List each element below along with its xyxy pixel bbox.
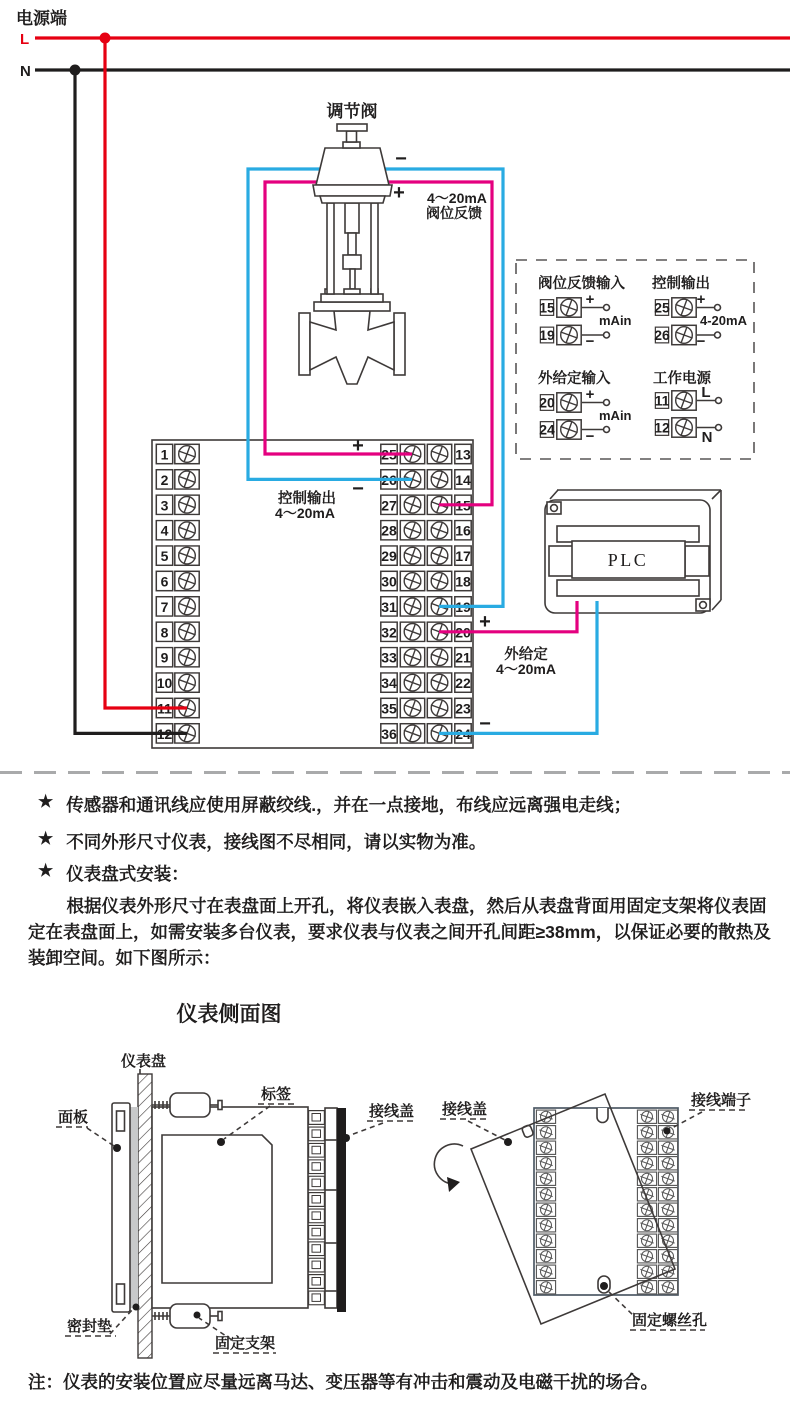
screw-terminal-icon — [557, 418, 581, 441]
legend-terminal-number: 19 — [539, 327, 555, 343]
screw-terminal-icon — [536, 1264, 555, 1280]
bracket-label: 固定支架 — [215, 1335, 276, 1352]
screw-terminal-icon — [637, 1155, 656, 1171]
screw-terminal-icon — [427, 671, 451, 694]
legend-group-working-power — [653, 369, 722, 446]
terminal-number: 21 — [455, 649, 471, 666]
legend-terminal-number: 24 — [539, 421, 555, 438]
polarity-sign: − — [696, 333, 706, 350]
note-text: 传感器和通讯线应使用屏蔽绞线.，并在一点接地，布线应远离强电走线； — [66, 795, 632, 815]
screw-terminal-icon — [637, 1233, 656, 1249]
screw-terminal-icon — [658, 1217, 677, 1233]
screw-terminal-icon — [637, 1248, 656, 1264]
screw-terminal-icon — [309, 1160, 325, 1174]
legend-group-feedback-input — [538, 274, 632, 350]
front-panel-pointer-dot — [113, 1144, 121, 1152]
terminal-number: 3 — [160, 497, 169, 514]
screw-terminal-icon — [658, 1109, 677, 1125]
cover-pointer-dot — [504, 1138, 512, 1146]
screw-terminal-icon — [400, 620, 424, 643]
screw-terminal-icon — [309, 1193, 325, 1207]
screw-terminal-icon — [400, 544, 424, 567]
screw-terminal-icon — [672, 324, 696, 347]
panel-board-label: 仪表盘 — [121, 1053, 167, 1070]
note-item-2 — [38, 829, 486, 854]
gasket-label: 密封垫 — [67, 1318, 113, 1335]
legend-signal-label: 4-20mA — [700, 313, 747, 328]
legend-terminal-number: 11 — [654, 392, 670, 409]
terminal-number: 9 — [160, 649, 169, 666]
terminal-number: 18 — [455, 573, 471, 590]
terminal-number: 36 — [381, 725, 397, 742]
power-rails — [16, 8, 790, 80]
terminal-number: 7 — [160, 598, 169, 615]
panel-board-wall — [138, 1074, 152, 1358]
screw-terminal-icon — [536, 1217, 555, 1233]
star-bullet-icon: ★ — [38, 829, 54, 848]
note-text: 不同外形尺寸仪表，接线图不尽相同，请以实物为准。 — [66, 832, 487, 852]
control-output-range: 4～20mA — [275, 505, 335, 521]
screw-terminal-icon — [175, 646, 199, 669]
note-text: 仪表盘式安装： — [66, 864, 189, 884]
screw-terminal-icon — [658, 1186, 677, 1202]
control-output-label: 控制输出 — [278, 491, 336, 507]
terminal-block — [152, 440, 473, 748]
gasket-pointer-dot — [133, 1304, 140, 1311]
side-view-diagram — [0, 995, 790, 1370]
legend-terminal-number: 26 — [654, 327, 670, 343]
screw-terminal-icon — [309, 1209, 325, 1223]
control-output-plus: + — [352, 435, 364, 457]
legend-signal-label: mAin — [599, 313, 632, 328]
screw-terminal-icon — [637, 1124, 656, 1140]
screw-terminal-icon — [309, 1176, 325, 1190]
legend-group-control-output — [651, 274, 748, 350]
legend-terminal-number: 20 — [539, 394, 555, 411]
terminal-number: 14 — [455, 471, 471, 488]
terminal-number: 25 — [381, 446, 397, 463]
legend-signal-label: mAin — [599, 408, 632, 423]
screw-terminal-icon — [536, 1279, 555, 1295]
gasket-strip — [130, 1107, 138, 1308]
valve-plus-sign: + — [393, 182, 405, 204]
terminal-lugs-pointer-dot — [664, 1128, 671, 1135]
terminal-number: 26 — [381, 471, 397, 488]
screw-terminal-icon — [658, 1202, 677, 1218]
screw-terminal-icon — [536, 1248, 555, 1264]
screw-terminal-icon — [175, 443, 199, 466]
control-valve — [299, 124, 405, 384]
terminal-number: 19 — [455, 598, 471, 615]
screw-terminal-icon — [400, 697, 424, 720]
terminal-number: 29 — [381, 548, 397, 565]
screw-terminal-icon — [309, 1143, 325, 1157]
legend-group-title: 控制输出 — [652, 276, 710, 292]
screw-terminal-icon — [658, 1171, 677, 1187]
fixing-screw-hole-dot — [600, 1282, 608, 1290]
screw-terminal-icon — [658, 1155, 677, 1171]
external-setpoint-minus: − — [479, 713, 491, 735]
feedback-range-label: 4～20mA — [427, 190, 487, 206]
terminal-number: 10 — [156, 675, 173, 692]
screw-terminal-icon — [536, 1124, 555, 1140]
legend-group-external-setpoint — [538, 369, 632, 445]
polarity-sign: + — [696, 291, 706, 308]
label-sticker — [162, 1135, 272, 1283]
power-title: 电源端 — [16, 9, 67, 28]
external-setpoint-plus: + — [479, 611, 491, 633]
terminal-number: 32 — [381, 624, 397, 641]
dashed-separator — [0, 771, 790, 774]
terminal-number: 31 — [381, 598, 397, 615]
valve-title: 调节阀 — [326, 102, 378, 121]
terminal-number: 5 — [160, 548, 169, 565]
screw-terminal-icon — [427, 519, 451, 542]
screw-terminal-icon — [536, 1109, 555, 1125]
legend-terminal-number: 15 — [539, 299, 555, 316]
screw-hole-label: 固定螺丝孔 — [632, 1312, 708, 1329]
screw-terminal-icon — [175, 570, 199, 593]
screw-terminal-icon — [557, 391, 581, 414]
screw-terminal-icon — [175, 595, 199, 618]
terminal-number: 27 — [381, 497, 397, 514]
external-setpoint-label: 外给定 — [504, 647, 548, 663]
bracket-pointer-dot — [194, 1312, 201, 1319]
screw-terminal-icon — [175, 468, 199, 491]
screw-terminal-icon — [400, 722, 424, 745]
legend-group-title: 阀位反馈输入 — [538, 276, 625, 292]
screw-terminal-icon — [309, 1258, 325, 1272]
screw-terminal-icon — [672, 416, 696, 439]
legend-group-title: 工作电源 — [653, 371, 711, 387]
screw-terminal-icon — [637, 1109, 656, 1125]
top-slot-notch — [597, 1108, 608, 1123]
terminal-number: 22 — [455, 675, 471, 692]
plc-label: PLC — [607, 550, 649, 570]
side-view-title: 仪表侧面图 — [176, 1002, 282, 1026]
screw-terminal-icon — [672, 296, 696, 319]
legend-group-title: 外给定输入 — [538, 371, 611, 387]
screw-terminal-icon — [637, 1140, 656, 1156]
screw-terminal-icon — [175, 544, 199, 567]
terminal-cover-pointer-dot — [342, 1134, 350, 1142]
note-item-3 — [38, 861, 189, 886]
screw-terminal-icon — [637, 1217, 656, 1233]
terminal-cover-label-right: 接线盖 — [442, 1101, 488, 1118]
installation-paragraph: 根据仪表外形尺寸在表盘面上开孔，将仪表嵌入表盘，然后从表盘背面用固定支架将仪表固定在表盘面上，如需安装多台仪表，要求仪表与仪表之间开孔间距≥38mm，以保证必要的散热及装卸空间。如下图所示： — [28, 896, 771, 968]
terminal-lugs-label: 接线端子 — [691, 1092, 752, 1109]
terminal-number: 35 — [381, 700, 397, 717]
legend-terminal-number: 12 — [654, 419, 670, 436]
bottom-note: 注：仪表的安装位置应尽量远离马达、变压器等有冲击和震动及电磁干扰的场合。 — [28, 1372, 658, 1392]
sticker-pointer-dot — [217, 1138, 225, 1146]
valve-minus-sign: − — [395, 148, 407, 170]
terminal-number: 4 — [160, 522, 169, 539]
screw-terminal-icon — [536, 1171, 555, 1187]
plc-box — [545, 490, 721, 613]
terminal-number: 28 — [381, 522, 397, 539]
screw-terminal-icon — [309, 1225, 325, 1239]
screw-terminal-icon — [400, 519, 424, 542]
terminal-number: 16 — [455, 522, 471, 539]
terminal-number: 34 — [381, 675, 397, 692]
screw-terminal-icon — [400, 671, 424, 694]
front-panel-bezel — [112, 1103, 130, 1312]
terminal-number: 33 — [381, 649, 397, 666]
screw-terminal-icon — [400, 570, 424, 593]
screw-terminal-icon — [658, 1279, 677, 1295]
terminal-number: 2 — [160, 471, 169, 488]
sticker-label: 标签 — [261, 1086, 292, 1103]
live-label: L — [20, 31, 30, 48]
terminal-number: 11 — [157, 700, 172, 717]
screw-terminal-icon — [309, 1242, 325, 1256]
feedback-name-label: 阀位反馈 — [426, 205, 482, 221]
screw-terminal-icon — [557, 324, 581, 347]
polarity-sign: − — [585, 333, 595, 350]
legend-terminal-number: 25 — [654, 299, 670, 316]
terminal-number: 23 — [455, 700, 471, 717]
terminal-number: 30 — [381, 573, 397, 590]
screw-terminal-icon — [427, 697, 451, 720]
screw-terminal-icon — [427, 646, 451, 669]
screw-terminal-icon — [536, 1233, 555, 1249]
polarity-sign: L — [701, 384, 711, 401]
screw-terminal-icon — [400, 595, 424, 618]
screw-terminal-icon — [557, 296, 581, 319]
screw-terminal-icon — [427, 570, 451, 593]
external-setpoint-range: 4～20mA — [496, 661, 556, 677]
polarity-sign: + — [585, 386, 595, 403]
screw-terminal-icon — [309, 1111, 325, 1125]
screw-terminal-icon — [309, 1127, 325, 1141]
screw-terminal-icon — [427, 443, 451, 466]
terminal-number: 13 — [455, 446, 471, 463]
star-bullet-icon: ★ — [38, 792, 54, 811]
terminal-number: 20 — [455, 624, 471, 641]
screw-terminal-icon — [175, 493, 199, 516]
screw-terminal-icon — [536, 1186, 555, 1202]
terminal-number: 24 — [455, 725, 471, 742]
terminal-number: 15 — [455, 497, 471, 514]
neutral-label: N — [20, 63, 31, 80]
screw-terminal-icon — [175, 519, 199, 542]
screw-terminal-icon — [536, 1155, 555, 1171]
screw-terminal-icon — [637, 1279, 656, 1295]
screw-terminal-icon — [536, 1202, 555, 1218]
screw-terminal-icon — [427, 544, 451, 567]
star-bullet-icon: ★ — [38, 861, 54, 880]
instrument-side-view — [56, 1052, 417, 1358]
screw-terminal-icon — [175, 671, 199, 694]
terminal-number: 17 — [455, 548, 471, 565]
terminal-number: 6 — [160, 573, 169, 590]
terminal-cover-label-left: 接线盖 — [369, 1103, 415, 1120]
polarity-sign: − — [585, 428, 595, 445]
terminal-number: 8 — [160, 624, 169, 641]
note-item-1 — [38, 792, 631, 817]
screw-terminal-icon — [536, 1140, 555, 1156]
screw-terminal-icon — [672, 389, 696, 412]
screw-terminal-icon — [175, 620, 199, 643]
instrument-rear-view — [434, 1091, 751, 1330]
screw-terminal-icon — [427, 468, 451, 491]
control-output-minus: − — [352, 478, 364, 500]
screw-terminal-icon — [309, 1291, 325, 1305]
screw-terminal-icon — [658, 1140, 677, 1156]
screw-terminal-icon — [400, 646, 424, 669]
screw-terminal-icon — [400, 493, 424, 516]
front-panel-label: 面板 — [58, 1109, 89, 1126]
terminal-legend — [516, 260, 754, 459]
screw-terminal-icon — [309, 1275, 325, 1289]
polarity-sign: + — [585, 291, 595, 308]
polarity-sign: N — [701, 429, 713, 446]
terminal-number: 1 — [160, 446, 169, 463]
terminal-number: 12 — [156, 725, 173, 742]
